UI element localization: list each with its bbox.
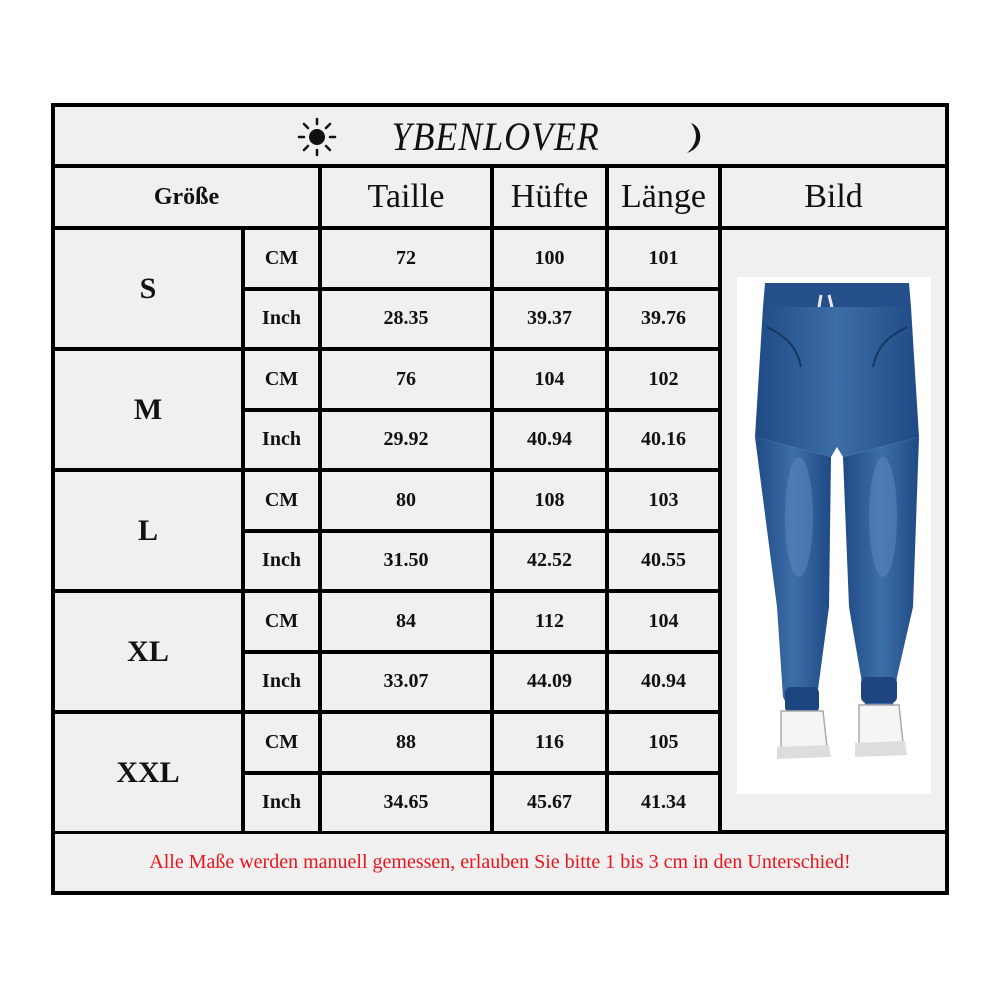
sun-icon [295, 117, 339, 157]
measurement-waist: 80 [322, 472, 490, 529]
measurement-waist: 34.65 [322, 775, 490, 832]
crescent-moon-icon [677, 121, 707, 155]
measurement-waist: 29.92 [322, 412, 490, 469]
measurement-hip: 42.52 [494, 533, 605, 590]
measurement-waist: 31.50 [322, 533, 490, 590]
measurement-length: 103 [609, 472, 718, 529]
header-length: Länge [609, 168, 718, 226]
unit-label: Inch [245, 775, 318, 832]
measurement-length: 102 [609, 351, 718, 408]
measurement-waist: 28.35 [322, 291, 490, 348]
product-image-cell [722, 230, 945, 830]
jeans-illustration [737, 277, 931, 794]
measurement-hip: 44.09 [494, 654, 605, 711]
title-bar [55, 107, 945, 164]
measurement-length: 40.55 [609, 533, 718, 590]
unit-label: CM [245, 230, 318, 287]
header-hip: Hüfte [494, 168, 605, 226]
measurement-length: 41.34 [609, 775, 718, 832]
measurement-length: 105 [609, 714, 718, 771]
unit-label: Inch [245, 533, 318, 590]
unit-label: CM [245, 593, 318, 650]
size-label: XXL [55, 714, 241, 831]
measurement-hip: 116 [494, 714, 605, 771]
measurement-length: 40.16 [609, 412, 718, 469]
unit-label: CM [245, 472, 318, 529]
measurement-hip: 40.94 [494, 412, 605, 469]
unit-label: Inch [245, 412, 318, 469]
size-label: M [55, 351, 241, 468]
header-size: Größe [55, 168, 318, 226]
size-label: XL [55, 593, 241, 710]
product-photo [737, 277, 931, 794]
unit-label: CM [245, 351, 318, 408]
unit-label: Inch [245, 291, 318, 348]
size-chart-table [51, 103, 949, 895]
measurement-waist: 88 [322, 714, 490, 771]
measurement-waist: 76 [322, 351, 490, 408]
measurement-length: 39.76 [609, 291, 718, 348]
header-waist: Taille [322, 168, 490, 226]
header-image: Bild [722, 168, 945, 226]
measurement-hip: 45.67 [494, 775, 605, 832]
measurement-hip: 104 [494, 351, 605, 408]
unit-label: Inch [245, 654, 318, 711]
size-label: S [55, 230, 241, 347]
measurement-note: Alle Maße werden manuell gemessen, erlauben Sie bitte 1 bis 3 cm in den Unterschied! [55, 834, 945, 891]
measurement-waist: 33.07 [322, 654, 490, 711]
measurement-hip: 112 [494, 593, 605, 650]
brand-name: YBENLOVER [391, 114, 600, 159]
size-label: L [55, 472, 241, 589]
measurement-hip: 108 [494, 472, 605, 529]
measurement-hip: 100 [494, 230, 605, 287]
measurement-hip: 39.37 [494, 291, 605, 348]
measurement-waist: 84 [322, 593, 490, 650]
measurement-waist: 72 [322, 230, 490, 287]
unit-label: CM [245, 714, 318, 771]
measurement-length: 104 [609, 593, 718, 650]
measurement-length: 40.94 [609, 654, 718, 711]
measurement-length: 101 [609, 230, 718, 287]
